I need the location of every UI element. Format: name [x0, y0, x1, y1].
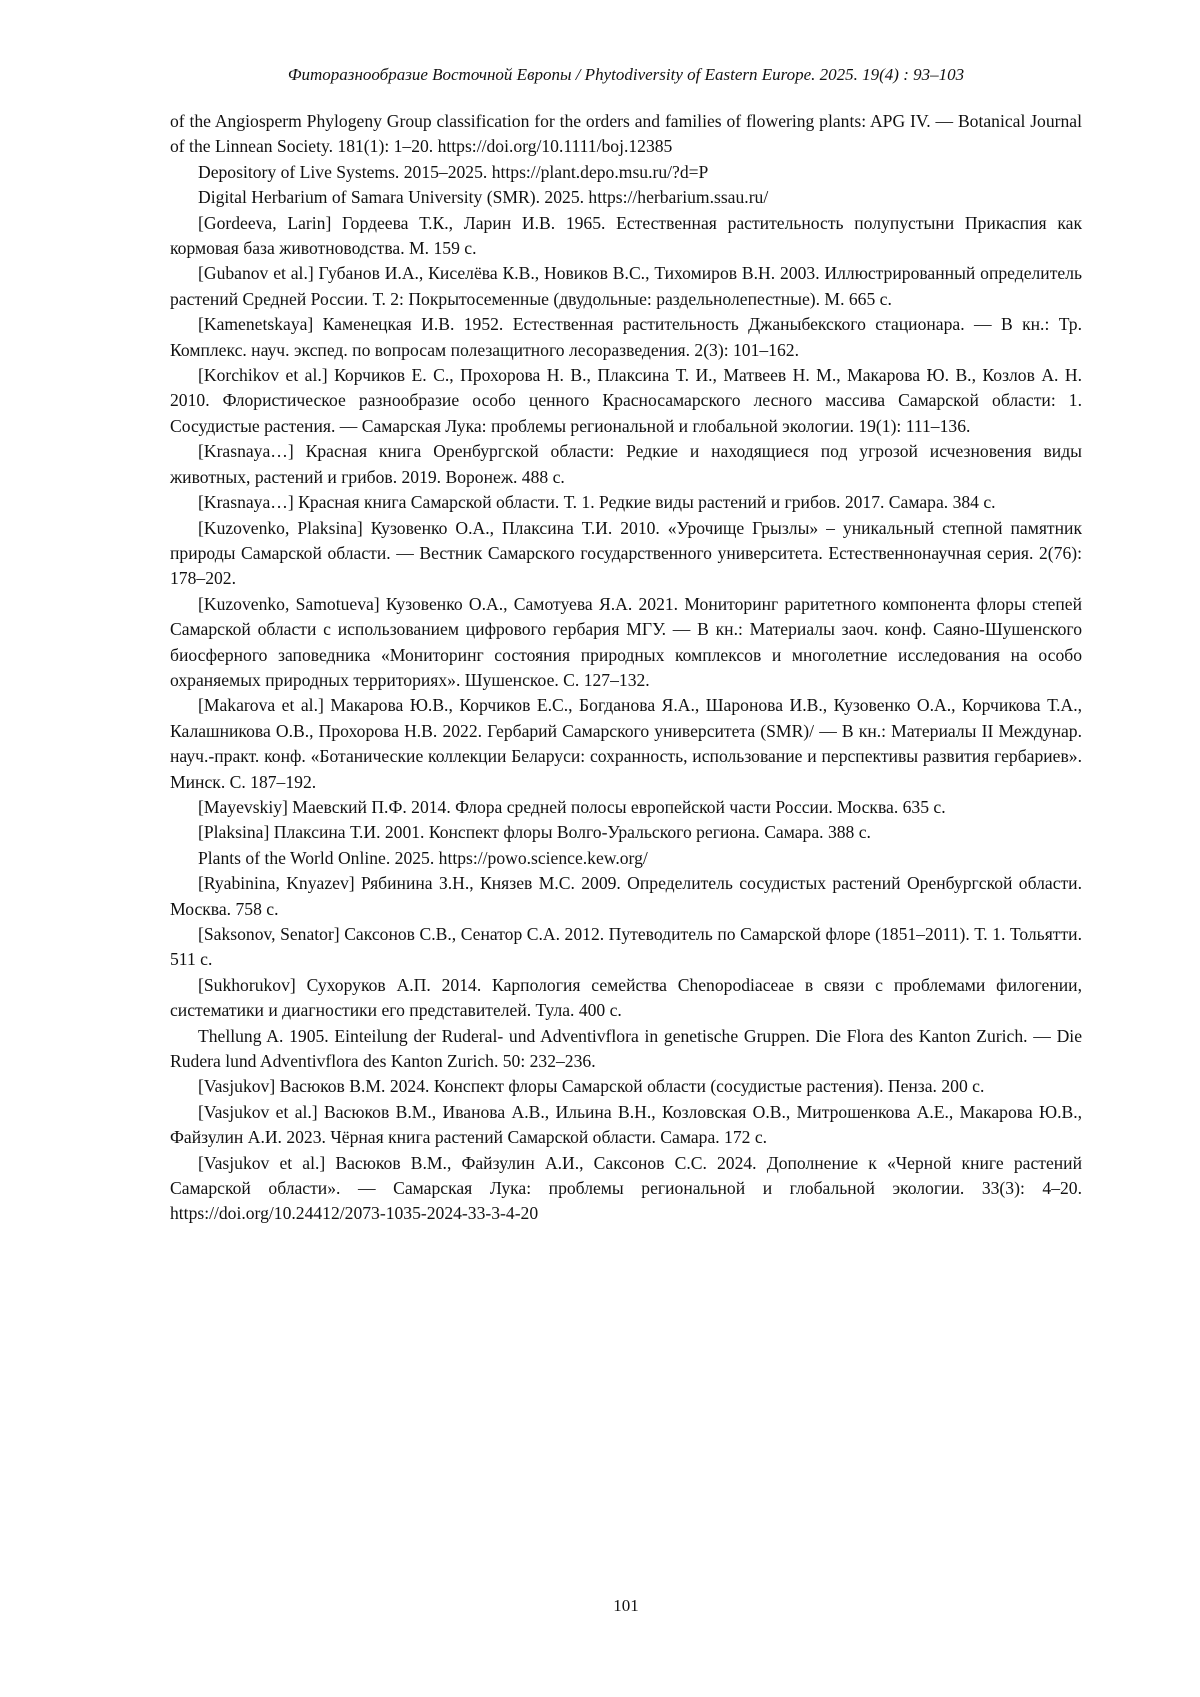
reference-entry: [Makarova et al.] Макарова Ю.В., Корчиков Е.С., Богданова Я.А., Шаронова И.В., Кузовенко О.А., Корчикова Т.А., Калашникова О.В., Прохорова Н.В. 2022. Гербарий Самарского университета (SMR)/ — В кн.: Материалы II Междунар. науч.-практ. конф. «Ботанические коллекции Беларуси: сохранность, использование и перспективы развития гербариев». Минск. С. 187–192. — [170, 695, 1082, 792]
reference-entry: [Korchikov et al.] Корчиков Е. С., Прохорова Н. В., Плаксина Т. И., Матвеев Н. М., Макарова Ю. В., Козлов А. Н. 2010. Флористическое разнообразие особо ценного Красносамарского лесного массива Самарской области: 1. Сосудистые растения. — Самарская Лука: проблемы региональной и глобальной экологии. 19(1): 111–136. — [170, 365, 1082, 436]
reference-entry: [Saksonov, Senator] Саксонов С.В., Сенатор С.А. 2012. Путеводитель по Самарской флоре (1851–2011). Т. 1. Тольятти. 511 с. — [170, 924, 1082, 970]
reference-entry: [Gordeeva, Larin] Гордеева Т.К., Ларин И.В. 1965. Естественная растительность полупустыни Прикаспия как кормовая база животноводства. М. 159 с. — [170, 212, 1082, 259]
reference-entry: [Krasnaya…] Красная книга Самарской области. Т. 1. Редкие виды растений и грибов. 2017. Самара. 384 с. — [198, 492, 996, 513]
reference-entry: [Plaksina] Плаксина Т.И. 2001. Конспект флоры Волго-Уральского региона. Самара. 388 с. — [198, 822, 871, 843]
reference-entry: [Kuzovenko, Plaksina] Кузовенко О.А., Плаксина Т.И. 2010. «Урочище Грызлы» – уникальный степной памятник природы Самарской области. — Вестник Самарского государственного университета. Естественнонаучная серия. 2(76): 178–202. — [170, 517, 1082, 589]
reference-entry: [Kamenetskaya] Каменецкая И.В. 1952. Естественная растительность Джаныбекского стационара. — В кн.: Тр. Комплекс. науч. экспед. по вопросам полезащитного лесоразведения. 2(3): 101–162. — [170, 314, 1082, 360]
reference-entry: [Vasjukov et al.] Васюков В.М., Иванова А.В., Ильина В.Н., Козловская О.В., Митрошенкова А.Е., Макарова Ю.В., Файзулин А.И. 2023. Чёрная книга растений Самарской области. Самара. 172 с. — [170, 1101, 1082, 1148]
journal-running-header: Фиторазнообразие Восточной Европы / Phytodiversity of Eastern Europe. 2025. 19(4) : 93–103 — [287, 65, 965, 84]
reference-entry: Thellung A. 1905. Einteilung der Ruderal- und Adventivflora in genetische Gruppen. Die Flora des Kanton Zurich. — Die Rudera lund Adventivflora des Kanton Zurich. 50: 232–236. — [170, 1025, 1082, 1072]
references-list — [170, 109, 1082, 1227]
reference-entry: Plants of the World Online. 2025. https://powo.science.kew.org/ — [198, 847, 648, 868]
reference-entry: [Gubanov et al.] Губанов И.А., Киселёва К.В., Новиков В.С., Тихомиров В.Н. 2003. Иллюстрированный определитель растений Средней России. Т. 2: Покрытосеменные (двудольные: раздельнолепестные). М. 665 с. — [170, 263, 1082, 309]
reference-entry: [Mayevskiy] Маевский П.Ф. 2014. Флора средней полосы европейской части России. Москва. 635 с. — [198, 796, 946, 817]
page-number: 101 — [613, 1596, 639, 1615]
reference-entry: Depository of Live Systems. 2015–2025. https://plant.depo.msu.ru/?d=P — [198, 161, 709, 182]
reference-entry: [Vasjukov] Васюков В.М. 2024. Конспект флоры Самарской области (сосудистые растения). Пенза. 200 с. — [198, 1076, 985, 1097]
reference-entry: [Kuzovenko, Samotueva] Кузовенко О.А., Самотуева Я.А. 2021. Мониторинг раритетного компонента флоры степей Самарской области с использованием цифрового гербария МГУ. — В кн.: Материалы заоч. конф. Саяно-Шушенского биосферного заповедника «Мониторинг состояния природных комплексов и многолетние исследования на особо охраняемых природных территориях». Шушенское. С. 127–132. — [170, 593, 1082, 690]
reference-entry: of the Angiosperm Phylogeny Group classification for the orders and families of flowering plants: APG IV. — Botanical Journal of the Linnean Society. 181(1): 1–20. https://doi.org/10.1111/boj.12385 — [170, 111, 1082, 157]
reference-entry: [Sukhorukov] Сухоруков А.П. 2014. Карпология семейства Chenopodiaceae в связи с проблемами филогении, систематики и диагностики его представителей. Тула. 400 с. — [170, 974, 1082, 1021]
reference-entry: Digital Herbarium of Samara University (SMR). 2025. https://herbarium.ssau.ru/ — [198, 187, 769, 208]
reference-entry: [Vasjukov et al.] Васюков В.М., Файзулин А.И., Саксонов С.С. 2024. Дополнение к «Черной книге растений Самарской области». — Самарская Лука: проблемы региональной и глобальной экологии. 33(3): 4–20. https://doi.org/10.24412/2073-1035-2024-33-3-4-20 — [170, 1152, 1082, 1224]
reference-entry: [Ryabinina, Knyazev] Рябинина З.Н., Князев М.С. 2009. Определитель сосудистых растений Оренбургской области. Москва. 758 с. — [170, 873, 1082, 919]
reference-entry: [Krasnaya…] Красная книга Оренбургской области: Редкие и находящиеся под угрозой исчезновения виды животных, растений и грибов. 2019. Воронеж. 488 с. — [170, 441, 1082, 487]
